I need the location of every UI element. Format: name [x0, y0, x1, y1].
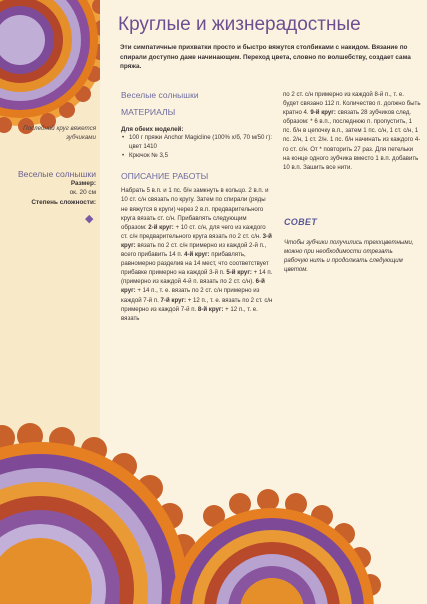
advice-heading: СОВЕТ [284, 217, 317, 227]
round-6-text: + 14 п., т. е. вязать по 2 ст. с/н примерно из каждой 7-й п. [121, 287, 260, 304]
difficulty-diamond-icon: ◆ [85, 213, 94, 225]
round-8-text: + 12 п., т. е. вязать [121, 305, 258, 322]
materials-heading: МАТЕРИАЛЫ [121, 107, 176, 117]
round-3-text: вязать по 2 ст. с/н примерно из каждой 2-й п., всего прибавить 14 п. [121, 241, 267, 259]
intro-text: Эти симпатичные прихватки просто и быстро вяжутся столбиками с накидом. Вязание по спирали доступно даже начинающим. Переход цвета, словно по волшебству, создает сама пряжа. [120, 44, 411, 71]
difficulty-label: Степень сложности: [31, 198, 96, 206]
difficulty-line [4, 198, 96, 207]
round-2-label: 2-й круг: [148, 223, 174, 231]
round-6-label: 6-й круг: [121, 278, 265, 295]
materials-list [121, 134, 273, 160]
work-text-continued [283, 90, 421, 172]
round-8-continued: по 2 ст. с/н примерно из каждой 8-й п., т. е. будет связано 112 п. Количество п. должно быть кратно 4. [283, 91, 421, 117]
round-2-text: + 10 ст. с/н, для чего из каждого ст. с/н предварительного круга вязать по 2 ст. с/н. [121, 223, 266, 240]
round-8-label: 8-й круг: [197, 305, 224, 313]
round-9-text: связать 28 зубчиков след. образом: * 6 в.п., последнюю п. пропустить, 1 пс. б/н в цепочку в.п., затем 1 пс. с/н, 1 ст. с/н, 1 пс. 2/н, 1 ст. 2/н. 1 пс. б/н начинать из каждого 4-го ст. с/н. От * повторить 27 раз. Для петельки на конце одного зубчика вместо 1 в.п. добавить 10 в.п. Зашить все нити. [283, 109, 421, 171]
size-label: Размер: [70, 180, 96, 187]
round-5-label: 5-й круг: [226, 269, 252, 277]
pattern-title: Веселые солнышки [121, 90, 199, 100]
round-4-label: 4-й круг: [184, 251, 210, 259]
round-7-text: + 12 п., т. е. вязать по 2 ст. с/н примерно из каждой 7-й п. [121, 296, 273, 313]
size-line [4, 179, 96, 198]
photo-caption: Последний круг вяжется зубчиками [23, 125, 96, 141]
round-5-text: + 14 п. (примерно из каждой 4-й п. вязать по 2 ст. с/н). [121, 269, 273, 286]
sidebar-info [4, 169, 96, 207]
work-intro: Набрать 5 в.п. и 1 пс. б/н замкнуть в кольцо. 2 в.п. и 10 ст. с/н связать по кругу. Затем по спирали (ряды не вяжутся в круги) через 2 в.п. предварительного круга вязать ст. с/н. Прибавлять следующим образом: [121, 187, 269, 231]
bottom-right-potholder [170, 489, 381, 604]
material-item: • Крючок № 3,5 [121, 152, 273, 161]
advice-text: Чтобы зубчики получились треххцветными, можно при необходимости отрезать рабочую нить и продолжать следующим цветом. [284, 239, 414, 273]
work-heading: ОПИСАНИЕ РАБОТЫ [121, 171, 209, 182]
bottom-left-potholder [0, 423, 202, 604]
material-item: • 100 г пряжи Anchor Magicline (100% х/б, 70 м/50 г): цвет 1410 [121, 134, 273, 152]
size-value: ок. 20 см [69, 189, 96, 197]
work-text [121, 186, 273, 322]
round-9-label: 9-й круг: [310, 109, 336, 117]
round-4-text: прибавлять, равномерно разделив на 14 мест, что соответствует прибавке примерно на каждой 3-й п. [121, 251, 269, 277]
sidebar-title: Веселые солнышки [17, 169, 96, 179]
page-title: Круглые и жизнерадостные [118, 14, 361, 35]
round-3-label: 3-й круг: [121, 232, 272, 249]
text-column-right [283, 90, 421, 172]
materials-for-both: Для обеих моделей: [121, 126, 184, 133]
round-7-label: 7-й круг: [160, 296, 187, 304]
top-potholder [0, 0, 110, 134]
text-column-left [121, 90, 273, 323]
